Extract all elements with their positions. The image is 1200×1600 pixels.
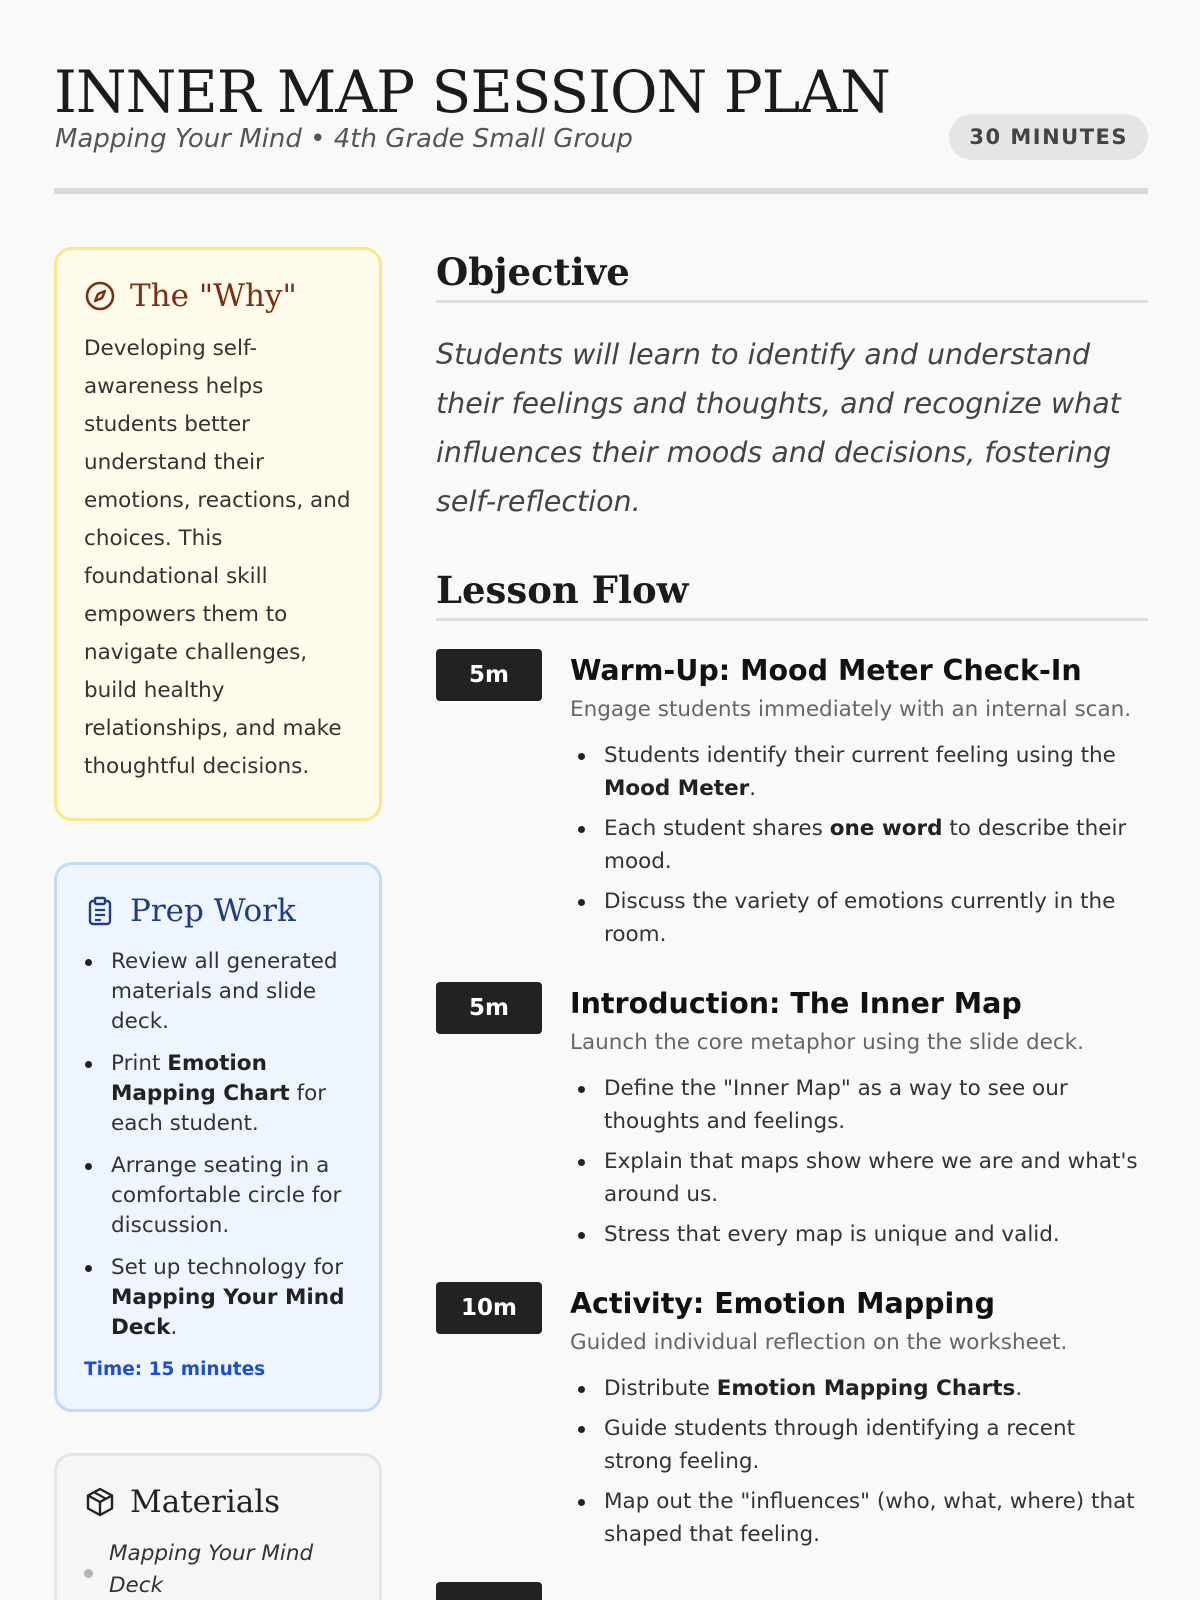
bullet-text: Discuss the variety of emotions currently in the room. (604, 889, 1116, 947)
prep-item-text: Print (111, 1051, 168, 1076)
material-item: Mapping Your Mind Deck (84, 1538, 353, 1600)
prep-item-text: for each student. (111, 1081, 327, 1136)
step-bullet (570, 1072, 1148, 1138)
step-bullet (570, 1412, 1148, 1478)
objective-text: Students will learn to identify and understand their feelings and thoughts, and recognize what influences their moods and decisions, fostering self-reflection. (436, 338, 1121, 518)
bullet-text: Guide students through identifying a recent strong feeling. (604, 1416, 1076, 1474)
step-title: Warm-Up: Mood Meter Check-In (570, 654, 1082, 687)
session-plan-page (54, 0, 1148, 1600)
prep-item (84, 1151, 353, 1241)
bullet-text: Students identify their current feeling using the (604, 743, 1116, 768)
step-bullets (570, 739, 1148, 951)
step-description: Launch the core metaphor using the slide deck. (570, 1030, 1084, 1055)
prep-item-text: . (170, 1315, 178, 1340)
prep-item-emphasis: Mapping Your Mind Deck (111, 1285, 345, 1340)
materials-list (84, 1538, 353, 1600)
prep-work-header (84, 893, 353, 929)
step-body (570, 649, 1148, 958)
prep-item-text: Review all generated materials and slide deck. (111, 949, 338, 1034)
step-time-badge (436, 1582, 542, 1600)
materials-card (54, 1453, 382, 1600)
step-bullet (570, 739, 1148, 805)
prep-item (84, 947, 353, 1037)
box-icon (84, 1486, 116, 1518)
bullet-emphasis: one word (829, 816, 943, 841)
bullet-text: Distribute (604, 1376, 717, 1401)
step-title: Introduction: The Inner Map (570, 987, 1022, 1020)
step-bullet (570, 812, 1148, 878)
bullet-text: . (1015, 1376, 1023, 1401)
prep-work-title: Prep Work (130, 893, 296, 929)
step-bullet (570, 1372, 1148, 1405)
bullet-text: Map out the "influences" (who, what, where) that shaped that feeling. (604, 1489, 1135, 1547)
step-bullet (570, 1218, 1148, 1251)
compass-icon (84, 280, 116, 312)
step-time-badge: 5m (436, 649, 542, 701)
materials-header (84, 1484, 353, 1520)
step-time-badge: 5m (436, 982, 542, 1034)
page-title: INNER MAP SESSION PLAN (54, 58, 890, 126)
prep-item (84, 1253, 353, 1343)
step-body (570, 982, 1148, 1258)
lesson-flow-heading: Lesson Flow (436, 568, 1148, 621)
bullet-text: Stress that every map is unique and valid. (604, 1222, 1060, 1247)
objective-heading: Objective (436, 250, 1148, 303)
bullet-text: Explain that maps show where we are and what's around us. (604, 1149, 1138, 1207)
prep-work-card (54, 862, 382, 1412)
bullet-emphasis: Emotion Mapping Charts (716, 1376, 1016, 1401)
prep-item-text: Set up technology for (111, 1255, 344, 1280)
step-description: Engage students immediately with an internal scan. (570, 697, 1132, 722)
step-bullet (570, 1485, 1148, 1551)
bullet-emphasis: Mood Meter (604, 776, 750, 801)
why-card-title: The "Why" (130, 278, 297, 314)
duration-badge: 30 MINUTES (949, 114, 1148, 160)
bullet-text: Define the "Inner Map" as a way to see our thoughts and feelings. (604, 1076, 1068, 1134)
bullet-text: . (749, 776, 757, 801)
clipboard-icon (84, 895, 116, 927)
step-time-badge: 10m (436, 1282, 542, 1334)
bullet-text: to describe their mood. (604, 816, 1127, 874)
why-card-header (84, 278, 353, 314)
step-body (570, 1282, 1148, 1558)
bullet-text: Each student shares (604, 816, 830, 841)
page-header (54, 52, 1148, 194)
step-bullet (570, 885, 1148, 951)
prep-item-emphasis: Emotion Mapping Chart (111, 1051, 290, 1106)
prep-work-list (84, 947, 353, 1343)
step-title: Activity: Emotion Mapping (570, 1287, 995, 1320)
prep-time: Time: 15 minutes (84, 1359, 266, 1380)
prep-item-text: Arrange seating in a comfortable circle for discussion. (111, 1153, 342, 1238)
step-description: Guided individual reflection on the worksheet. (570, 1330, 1068, 1355)
step-bullets (570, 1072, 1148, 1251)
materials-title: Materials (130, 1484, 281, 1520)
step-bullet (570, 1145, 1148, 1211)
why-text: Developing self-awareness helps students better understand their emotions, reactions, and choices. This foundational skill empowers them to navigate challenges, build healthy relationships, and make thoughtful decisions. (84, 336, 351, 779)
step-bullets (570, 1372, 1148, 1551)
page-subtitle: Mapping Your Mind • 4th Grade Small Group (55, 124, 633, 154)
why-card (54, 247, 382, 821)
prep-item (84, 1049, 353, 1139)
